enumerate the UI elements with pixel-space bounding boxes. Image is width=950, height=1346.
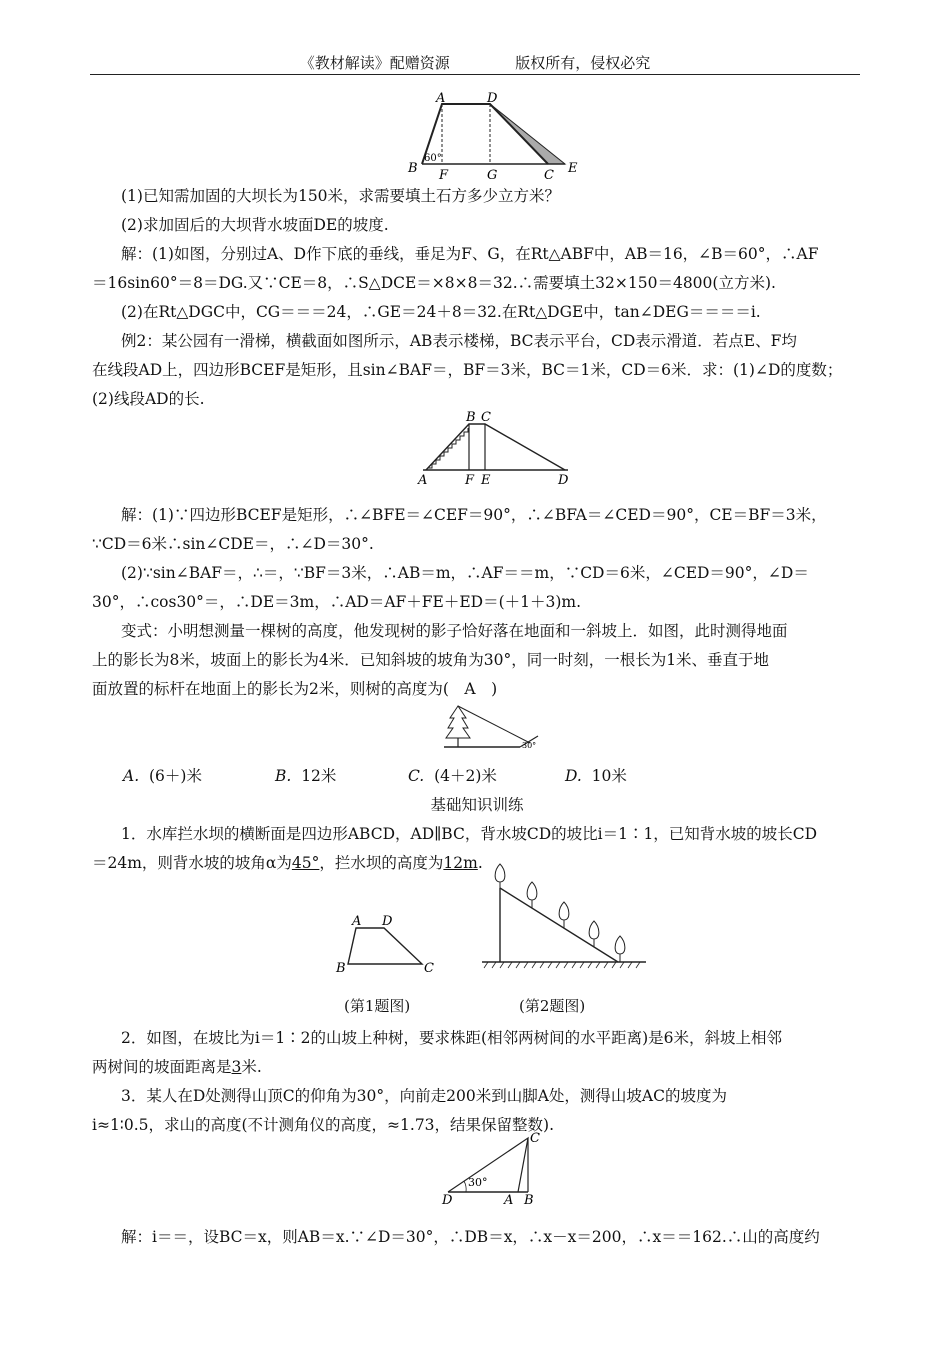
caption-figure-1: (第1题图) <box>344 997 411 1015</box>
fig2-label-f: F <box>465 473 475 488</box>
solution-1-line-1: 解：(1)如图，分别过A、D作下底的垂线，垂足为F、G，在Rt△ABF中，AB＝16，∠B＝60°，∴AF <box>121 245 819 263</box>
question-1: (1)已知需加固的大坝长为150米，求需要填土石方多少立方米？ <box>121 187 561 205</box>
answer-distance: 3 <box>231 1058 242 1076</box>
fig1-label-angle: 60° <box>424 153 442 164</box>
solution-1-line-2: ＝16sin60°＝8＝DG.又∵CE＝8，∴S△DCE＝×8×8＝32.∴需要填土32×150＝4800(立方米). <box>92 274 776 292</box>
example-2-line-2: 在线段AD上，四边形BCEF是矩形，且sin∠BAF＝，BF＝3米，BC＝1米，CD＝6米．求：(1)∠D的度数； <box>92 361 843 379</box>
fig2-label-b: B <box>466 410 476 425</box>
fig1-label-c: C <box>544 168 554 183</box>
fig2-label-e: E <box>481 473 491 488</box>
exercise-3-line-1: 3．某人在D处测得山顶C的仰角为30°，向前走200米到山脚A处，测得山坡AC的坡度为 <box>121 1087 727 1105</box>
exercise-3-line-2: i≈1∶0.5，求山的高度(不计测角仪的高度，≈1.73，结果保留整数). <box>92 1116 555 1134</box>
fig1-label-e: E <box>568 161 578 176</box>
fig3-label-angle: 30° <box>522 741 537 750</box>
fig6-label-a: A <box>504 1193 514 1208</box>
exercise-3-solution: 解：i＝＝，设BC＝x，则AB＝x.∵∠D＝30°，∴DB＝x，∴x－x＝200，∴x＝＝162.∴山的高度约 <box>121 1228 820 1246</box>
fig6-label-b: B <box>524 1193 534 1208</box>
variant-line-3: 面放置的标杆在地面上的影长为2米，则树的高度为( A ) <box>92 680 498 698</box>
exercise-1-line-1: 1．水库拦水坝的横断面是四边形ABCD，AD∥BC，背水坡CD的坡比i＝1∶1，已知背水坡的坡长CD <box>121 825 818 843</box>
option-a: A. (6＋)米 <box>123 767 202 785</box>
fig6-label-c: C <box>530 1131 540 1146</box>
example-2-solution-2-line-1: (2)∵sin∠BAF＝，∴＝，∵BF＝3米，∴AB＝m，∴AF＝＝m，∵CD＝6米，∠CED＝90°，∠D＝ <box>121 564 809 582</box>
fig1-label-g: G <box>487 168 498 183</box>
option-d: D. 10米 <box>565 767 627 785</box>
exercise-2-line-2: 两树间的坡面距离是3米. <box>92 1058 262 1076</box>
example-2-line-3: (2)线段AD的长. <box>92 390 205 408</box>
fig1-label-b: B <box>408 161 418 176</box>
variant-line-2: 上的影长为8米，坡面上的影长为4米．已知斜坡的坡角为30°，同一时刻，一根长为1米、垂直于地 <box>92 651 770 669</box>
fig4-label-b: B <box>336 961 346 976</box>
fig6-label-angle: 30° <box>468 1176 488 1189</box>
dam-trapezoid-figure <box>405 92 585 184</box>
exercise-1-line-2: ＝24m，则背水坡的坡角α为45°，拦水坝的高度为12m. <box>92 854 483 872</box>
example-2-solution-1-line-2: ∵CD＝6米∴sin∠CDE＝，∴∠D＝30°. <box>92 535 374 553</box>
fig2-label-c: C <box>481 410 491 425</box>
question-2: (2)求加固后的大坝背水坡面DE的坡度. <box>121 216 389 234</box>
caption-figure-2: (第2题图) <box>519 997 586 1015</box>
section-title: 基础知识训练 <box>430 796 524 814</box>
header-right: 版权所有，侵权必究 <box>515 54 651 72</box>
answer-height: 12m <box>443 854 478 872</box>
fig4-label-c: C <box>424 961 434 976</box>
example-2-solution-2-line-2: 30°，∴cos30°＝，∴DE＝3m，∴AD＝AF＋FE＋ED＝(＋1＋3)m. <box>92 593 582 611</box>
example-2-line-1: 例2：某公园有一滑梯，横截面如图所示，AB表示楼梯，BC表示平台，CD表示滑道．若点E、F均 <box>121 332 797 350</box>
answer-angle: 45° <box>291 854 320 872</box>
header-left: 《教材解读》配赠资源 <box>299 54 450 72</box>
exercise-2-line-1: 2．如图，在坡比为i＝1∶2的山坡上种树，要求株距(相邻两树间的水平距离)是6米，斜坡上相邻 <box>121 1029 783 1047</box>
exercise-2-figure <box>480 868 650 972</box>
fig6-label-d: D <box>442 1193 453 1208</box>
fig1-label-f: F <box>439 168 449 183</box>
tree-shadow-figure <box>442 700 542 752</box>
fig2-label-a: A <box>418 473 428 488</box>
solution-2: (2)在Rt△DGC中，CG＝＝＝24，∴GE＝24＋8＝32.在Rt△DGE中，tan∠DEG＝＝＝＝i. <box>121 303 761 321</box>
fig1-label-d: D <box>487 91 498 106</box>
page-header <box>90 52 860 75</box>
fig2-label-d: D <box>558 473 569 488</box>
variant-line-1: 变式：小明想测量一棵树的高度，他发现树的影子恰好落在地面和一斜坡上．如图，此时测得地面 <box>121 622 788 640</box>
fig1-label-a: A <box>436 91 446 106</box>
fig4-label-d: D <box>382 914 393 929</box>
option-b: B. 12米 <box>275 767 337 785</box>
mountain-figure <box>438 1128 558 1206</box>
example-2-solution-1-line-1: 解：(1)∵四边形BCEF是矩形，∴∠BFE＝∠CEF＝90°，∴∠BFA＝∠CED＝90°，CE＝BF＝3米， <box>121 506 827 524</box>
exercise-1-figure <box>336 910 446 974</box>
slide-figure <box>418 408 578 488</box>
option-c: C. (4＋2)米 <box>408 767 497 785</box>
fig4-label-a: A <box>352 914 362 929</box>
